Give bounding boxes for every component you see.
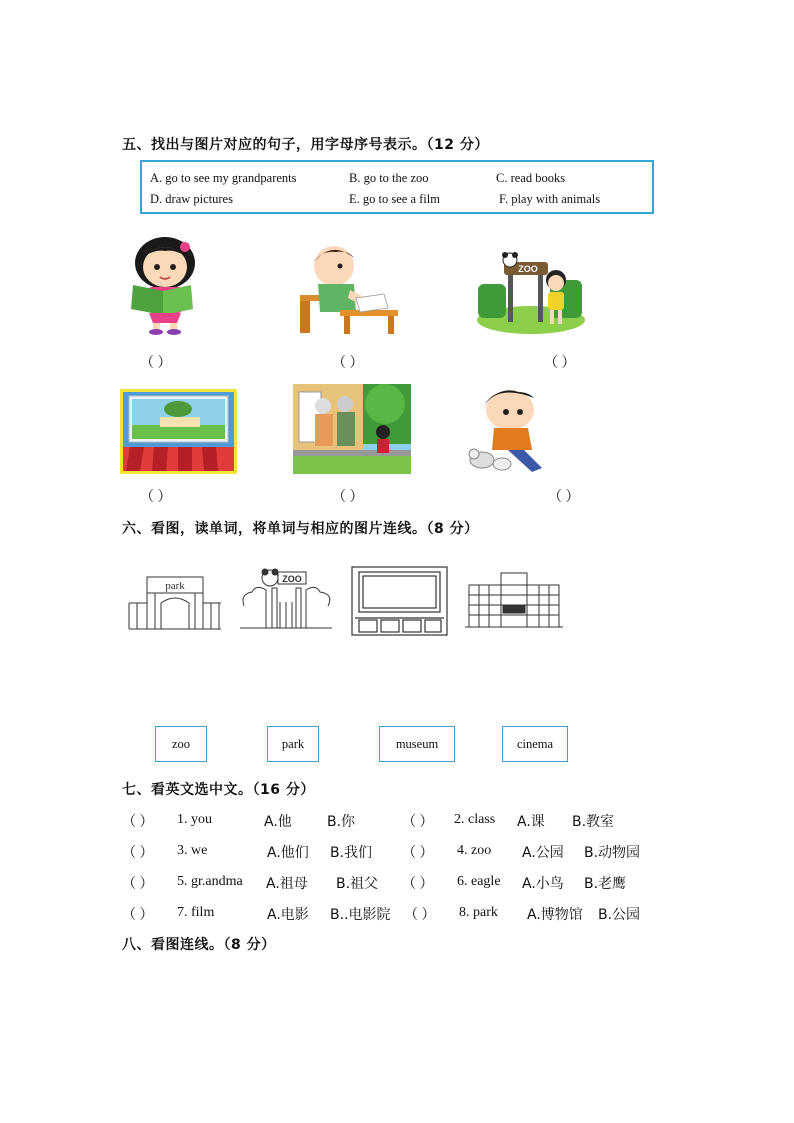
option-b: B. go to the zoo: [349, 171, 429, 185]
option-a: A. go to see my grandparents: [150, 171, 297, 185]
answer-blank-1[interactable]: （ ）: [140, 356, 172, 371]
section-8-heading: 八、看图连线。（8 分）: [122, 937, 276, 953]
q6-blank[interactable]: （ ）: [402, 877, 434, 892]
zoo-gate-drawing: [238, 566, 334, 630]
q6-option-a: A.小鸟: [522, 876, 564, 892]
q1-blank[interactable]: （ ）: [122, 815, 154, 830]
answer-blank-3[interactable]: （ ）: [544, 356, 576, 371]
q6-option-b: B.老鹰: [584, 876, 627, 892]
q3-option-a: A.他们: [267, 845, 309, 861]
q5-blank[interactable]: （ ）: [122, 877, 154, 892]
q4-option-b: B.动物园: [584, 845, 641, 861]
q8-blank[interactable]: （ ）: [404, 908, 436, 923]
zoo-girl-picture: [476, 250, 586, 335]
q5-word: 5. gr.andma: [177, 874, 243, 889]
option-f: F. play with animals: [499, 192, 601, 206]
q4-word: 4. zoo: [457, 843, 492, 858]
boy-animals-picture: [468, 388, 550, 474]
option-e: E. go to see a film: [349, 192, 440, 206]
cinema-screen-picture: [120, 389, 237, 474]
q2-word: 2. class: [454, 812, 496, 827]
q2-option-a: A.课: [517, 814, 545, 830]
q5-option-b: B.祖父: [336, 876, 379, 892]
q8-option-b: B.公园: [598, 907, 641, 923]
q4-option-a: A.公园: [522, 845, 564, 861]
q2-option-b: B.教室: [572, 814, 615, 830]
answer-blank-2[interactable]: （ ）: [332, 356, 364, 371]
q6-word: 6. eagle: [457, 874, 501, 889]
option-d: D. draw pictures: [150, 192, 233, 206]
q1-word: 1. you: [177, 812, 212, 827]
zoo-sign-text: ZOO: [518, 264, 538, 274]
word-card-cinema[interactable]: cinema: [502, 726, 568, 762]
answer-blank-6[interactable]: （ ）: [548, 490, 580, 505]
q5-option-a: A.祖母: [266, 876, 308, 892]
answer-blank-5[interactable]: （ ）: [332, 490, 364, 505]
zoo-line-sign-text: ZOO: [282, 574, 302, 584]
cinema-drawing: [351, 566, 448, 636]
q4-blank[interactable]: （ ）: [402, 846, 434, 861]
park-gate-drawing: [127, 573, 223, 631]
q1-option-b: B.你: [327, 814, 356, 830]
q8-option-a: A.博物馆: [527, 907, 583, 923]
q2-blank[interactable]: （ ）: [402, 815, 434, 830]
section-6-heading: 六、看图，读单词，将单词与相应的图片连线。（8 分）: [122, 521, 479, 537]
section-7-heading: 七、看英文选中文。（16 分）: [122, 782, 315, 798]
q8-word: 8. park: [459, 905, 498, 920]
q3-blank[interactable]: （ ）: [122, 846, 154, 861]
q3-option-b: B.我们: [330, 845, 373, 861]
q7-option-b: B..电影院: [330, 907, 391, 923]
q7-option-a: A.电影: [267, 907, 309, 923]
q7-word: 7. film: [177, 905, 215, 920]
q3-word: 3. we: [177, 843, 208, 858]
girl-reading-picture: [125, 235, 210, 335]
answer-blank-4[interactable]: （ ）: [140, 490, 172, 505]
boy-drawing-picture: [298, 240, 400, 335]
park-sign-text: park: [165, 580, 185, 592]
word-card-zoo[interactable]: zoo: [155, 726, 207, 762]
word-card-park[interactable]: park: [267, 726, 319, 762]
word-card-museum[interactable]: museum: [379, 726, 455, 762]
section-5-heading: 五、找出与图片对应的句子，用字母序号表示。（12 分）: [122, 137, 489, 153]
q1-option-a: A.他: [264, 814, 292, 830]
grandparents-picture: [293, 384, 411, 474]
q7-blank[interactable]: （ ）: [122, 908, 154, 923]
museum-drawing: [465, 571, 563, 629]
option-c: C. read books: [496, 171, 566, 185]
